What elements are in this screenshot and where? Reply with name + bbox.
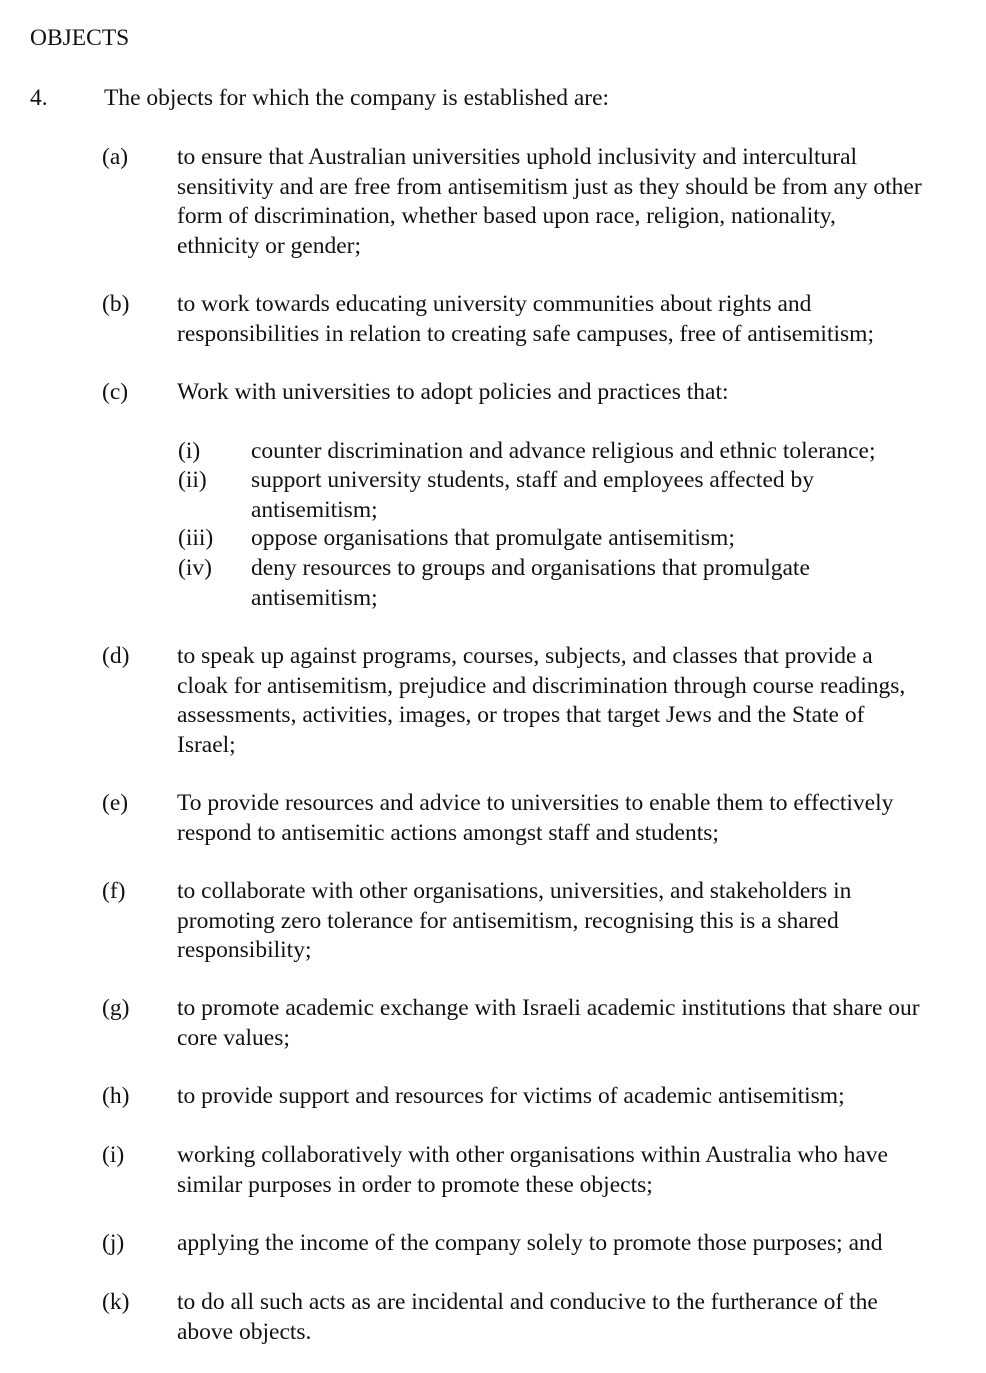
sub-item-label: (i): [178, 438, 201, 464]
object-item-i: [102, 1141, 962, 1200]
object-item-j: [102, 1229, 962, 1259]
object-label: (f): [102, 878, 126, 904]
object-label: (k): [102, 1289, 130, 1315]
object-label: (g): [102, 995, 130, 1021]
sub-item-text: deny resources to groups and organisations that promulgate antisemitism;: [251, 555, 810, 611]
clause-number: 4.: [30, 85, 48, 111]
sub-item-i: [178, 437, 958, 467]
object-text: to work towards educating university communities about rights and responsibilities in relation to creating safe campuses, free of antisemitism;: [177, 291, 874, 347]
object-text: applying the income of the company solely to promote those purposes; and: [177, 1230, 883, 1256]
object-text: working collaboratively with other organisations within Australia who have similar purposes in order to promote these objects;: [177, 1142, 888, 1198]
object-text: to do all such acts as are incidental and conducive to the furtherance of the above objects.: [177, 1289, 878, 1345]
object-text: to speak up against programs, courses, subjects, and classes that provide a cloak for antisemitism, prejudice and discrimination through course readings, assessments, activities, images, or tropes that target Jews and the State of Israel;: [177, 643, 906, 758]
sub-item-iv: [178, 554, 958, 613]
object-item-h: [102, 1082, 962, 1112]
object-label: (a): [102, 144, 129, 170]
object-label: (d): [102, 643, 130, 669]
object-label: (b): [102, 291, 130, 317]
object-text: Work with universities to adopt policies and practices that:: [177, 379, 729, 405]
sub-item-label: (iv): [178, 555, 212, 581]
object-text: To provide resources and advice to universities to enable them to effectively respond to antisemitic actions amongst staff and students;: [177, 790, 894, 846]
object-label: (j): [102, 1230, 125, 1256]
object-item-e: [102, 789, 962, 848]
object-item-c: [102, 378, 962, 408]
object-label: (i): [102, 1142, 125, 1168]
object-item-k: [102, 1288, 962, 1347]
object-text: to collaborate with other organisations, universities, and stakeholders in promoting zero tolerance for antisemitism, recognising this is a shared responsibility;: [177, 878, 852, 963]
sub-item-iii: [178, 524, 958, 554]
clause-intro: The objects for which the company is established are:: [104, 85, 610, 111]
object-item-a: [102, 143, 962, 261]
object-text: to ensure that Australian universities uphold inclusivity and intercultural sensitivity and are free from antisemitism just as they should be from any other form of discrimination, whether based upon race, religion, nationality, ethnicity or gender;: [177, 144, 922, 259]
sub-item-text: oppose organisations that promulgate antisemitism;: [251, 525, 735, 551]
section-heading: OBJECTS: [30, 25, 130, 51]
object-label: (c): [102, 379, 129, 405]
object-item-f: [102, 877, 962, 966]
sub-item-label: (ii): [178, 467, 207, 493]
object-label: (h): [102, 1083, 130, 1109]
sub-item-label: (iii): [178, 525, 214, 551]
object-item-b: [102, 290, 962, 349]
sub-item-text: counter discrimination and advance religious and ethnic tolerance;: [251, 438, 876, 464]
sub-item-text: support university students, staff and employees affected by antisemitism;: [251, 467, 815, 523]
object-label: (e): [102, 790, 129, 816]
object-item-g: [102, 994, 962, 1053]
object-text: to provide support and resources for victims of academic antisemitism;: [177, 1083, 845, 1109]
object-text: to promote academic exchange with Israeli academic institutions that share our core values;: [177, 995, 920, 1051]
object-item-d: [102, 642, 962, 760]
sub-item-ii: [178, 466, 958, 525]
